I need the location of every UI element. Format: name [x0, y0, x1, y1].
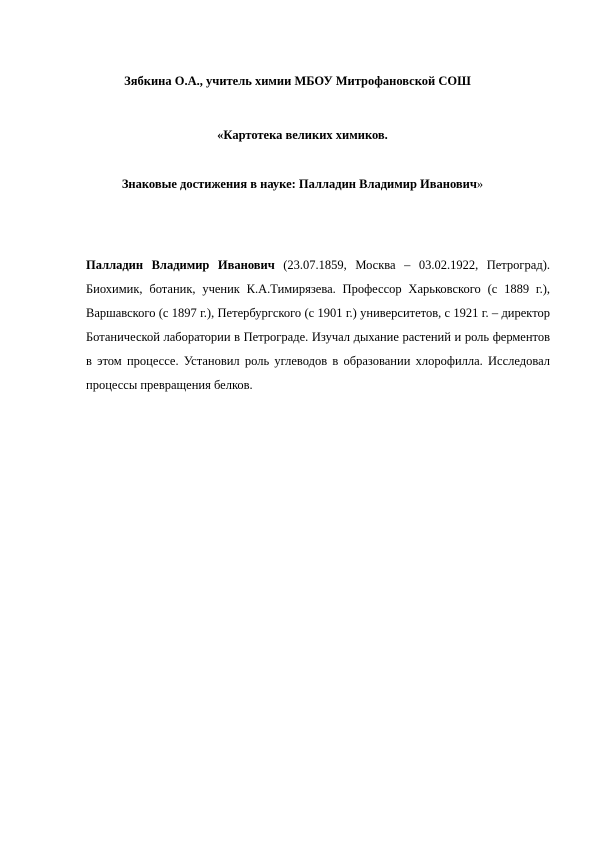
- chemist-name: Палладин Владимир Иванович: [86, 258, 275, 272]
- document-subtitle: [0, 176, 595, 192]
- author-line: Зябкина О.А., учитель химии МБОУ Митрофановской СОШ: [124, 74, 471, 88]
- subtitle-text: Знаковые достижения в науке: Палладин Владимир Иванович: [121, 177, 477, 191]
- subtitle-closing-quote: »: [476, 177, 484, 191]
- biography-paragraph: [86, 253, 550, 397]
- biography-text: (23.07.1859, Москва – 03.02.1922, Петроград). Биохимик, ботаник, ученик К.А.Тимирязева. Профессор Харьковского (с 1889 г.), Варшавского (с 1897 г.), Петербургского (с 1901 г.) университетов, с 1921 г. – директор Ботанической лаборатории в Петрограде. Изучал дыхание растений и роль ферментов в этом процессе. Установил роль углеводов в образовании хлорофилла. Исследовал процессы превращения белков.: [86, 258, 550, 392]
- document-title: «Картотека великих химиков.: [217, 128, 388, 142]
